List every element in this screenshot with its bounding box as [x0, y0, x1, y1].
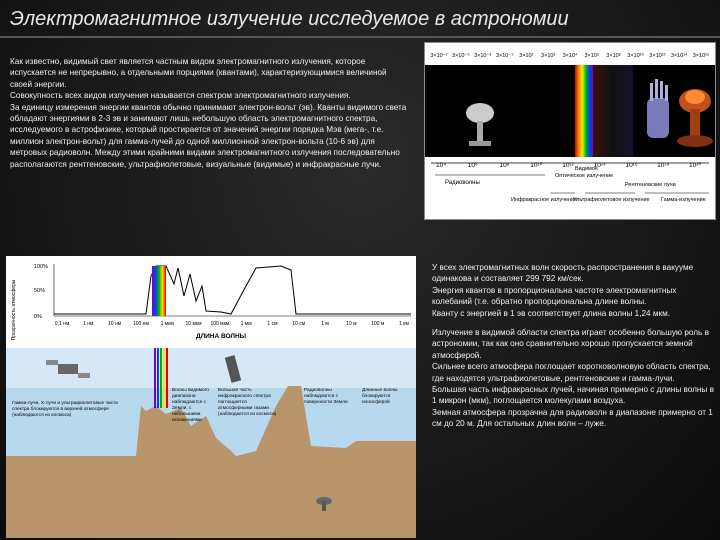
spectrum-image — [424, 42, 716, 220]
ytick-100: 100% — [34, 264, 49, 270]
atmo-ylabel: Прозрачность атмосферы — [11, 279, 17, 341]
paragraph-speed: У всех электромагнитных волн скорость распространения в вакууме одинакова и составляет 299 792 км/сек. — [432, 263, 694, 284]
atmo-xtick: 0,1 нм — [54, 321, 70, 327]
atmo-xtick-group — [55, 321, 410, 327]
spectrum-top-tick: 3×10⁸ — [606, 53, 622, 59]
label-xray: Рентгеновские лучи — [625, 182, 676, 188]
spectrum-bottom-tick: 10¹⁴ — [593, 162, 606, 169]
spectrum-top-tick: 3×10¹⁶ — [692, 53, 710, 59]
label-infrared: Инфракрасное излучение — [511, 197, 578, 203]
atmo-xtick: 100 нм — [132, 321, 149, 327]
atmo-xtick: 1 км — [399, 321, 409, 327]
paragraph-spectrum-def: Совокупность всех видов излучения называется спектром электромагнитного излучения. — [10, 91, 351, 101]
label-visible: Видимое — [575, 166, 598, 172]
top-tick-group — [430, 52, 709, 59]
atmo-xtick: 100 м — [371, 321, 385, 327]
atmo-xtick: 10 см — [292, 321, 306, 327]
paragraph-infrared: Большая часть инфракрасных лучей, начиная примерно с длины волны в 1 микрон (мкм), поглощается молекулами воздуха. — [432, 385, 714, 406]
atmo-xtick: 1 м — [321, 321, 329, 327]
bottom-tick-group — [436, 161, 701, 169]
atmo-xlabel: ДЛИНА ВОЛНЫ — [195, 333, 247, 340]
atmo-xtick: 10 м — [346, 321, 357, 327]
paragraph-shortwave: Сильнее всего атмосфера поглощает коротковолновую область спектра, где находятся ультрафиолетовые, рентгеновские и гамма-лучи. — [432, 362, 711, 383]
spectrum-top-tick: 3×10⁻⁷ — [430, 53, 448, 59]
spectrum-top-tick: 3×10⁻³ — [474, 53, 492, 59]
spectrum-bottom-tick: 10²⁰ — [688, 162, 702, 169]
atmo-xtick: 1 мкм — [160, 321, 174, 327]
label-gamma: Гамма-излучение — [661, 197, 706, 203]
spectrum-top-tick: 3×10¹⁰ — [627, 53, 644, 59]
spectrum-bottom-tick: 10¹⁸ — [657, 162, 670, 169]
note-visible: Волны видимого диапазона наблюдаются с Земли, с небольшими искажениями — [172, 388, 209, 423]
ytick-50: 50% — [34, 288, 46, 294]
spectrum-top-tick: 3×10¹⁴ — [670, 53, 688, 59]
paragraph-energy: За единицу измерения энергии квантов обычно принимают электрон-вольт (эв). Кванты видимого света обладают энергиями в 2-3 эв и занимают лишь небольшую область электромагнитного спектра, исследуемого в астрофизике, который простирается от значений энергии порядка Мэв (мега-, т.е. миллион электрон-вольт) для гамма-лучей до одной миллионной электрон-вольта (10-6 эв) для метровых радиоволн. Между этими крайними видами электромагнитного излучения последовательно располагаются рентгеновские, ультрафиолетовые, визуальные (видимые) и инфракрасные лучи. — [10, 102, 407, 169]
spectrum-top-tick: 3×10⁴ — [562, 53, 578, 59]
spectrum-bottom-tick: 10⁸ — [499, 162, 510, 169]
spectrum-top-tick: 3×10¹ — [519, 53, 534, 59]
label-radio: Радиоволны — [445, 180, 480, 186]
spectrum-top-tick: 3×10⁻⁵ — [452, 53, 470, 59]
atmo-xtick: 10 мкм — [185, 321, 202, 327]
spectrum-bottom-tick: 10⁶ — [467, 162, 478, 169]
atmo-xtick: 100 мкм — [210, 321, 230, 327]
ytick-0: 0% — [34, 314, 42, 320]
title-divider — [0, 36, 720, 38]
spectrum-top-tick: 3×10¹² — [649, 53, 666, 59]
atmo-xtick: 1 см — [267, 321, 278, 327]
atmo-xtick: 10 нм — [108, 321, 122, 327]
left-text-block — [10, 56, 410, 170]
right-text-block — [432, 262, 716, 430]
hand-xray-icon — [647, 79, 669, 138]
label-ultraviolet: Ультрафиолетовое излучение — [573, 197, 650, 203]
spectrum-top-tick: 3×10³ — [541, 53, 556, 59]
spectrum-top-tick: 3×10⁶ — [584, 53, 600, 59]
spectrum-bottom-tick: 10¹⁶ — [625, 162, 638, 169]
atmo-xtick: 1 мм — [240, 321, 252, 327]
atmosphere-figure — [6, 256, 416, 538]
spectrum-bottom-tick: 10¹⁰ — [530, 162, 543, 169]
note-infrared: Большая часть инфракрасного спектра поглощается атмосферными газами (наблюдается из космоса) — [218, 388, 277, 417]
paragraph-ev-wavelength: Кванту с энергией в 1 эв соответствует длина волны 1,24 мкм. — [432, 308, 670, 318]
page-title: Электромагнитное излучение исследуемое в астрономии — [10, 8, 569, 30]
spacer — [432, 319, 716, 327]
note-gamma: Гамма-лучи, X-лучи и ультрафиолетовые части спектра блокируются в верхней атмосфере (наблюдаются из космоса) — [12, 401, 118, 418]
note-longwave: Длинные волны блокируются ионосферой — [362, 388, 398, 405]
paragraph-intro: Как известно, видимый свет является частным видом электромагнитного излучения, которое испускается не непрерывно, а отдельными порциями (квантами), характеризующимися величиной своей энергии. — [10, 57, 387, 89]
paragraph-frequency: Энергия квантов в пропорциональна частоте электромагнитных колебаний (т.е. обратно пропорциональна длине волны. — [432, 285, 677, 307]
spectrum-bottom-tick: 10⁴ — [435, 162, 447, 169]
label-optical: Оптическое излучение — [555, 173, 614, 179]
paragraph-radio: Земная атмосфера прозрачна для радиоволн в диапазоне примерно от 1 см до 20 м. Для остальных длин волн – луже. — [432, 407, 713, 429]
note-radio: Радиоволны наблюдаются с поверхности Земли — [304, 388, 348, 405]
paragraph-visible-role: Излучение в видимой области спектра играет особенно большую роль в астрономии, так как оно сравнительно хорошо пропускается земной атмосферой. — [432, 328, 709, 360]
spectrum-top-tick: 3×10⁻¹ — [495, 53, 514, 59]
spectrum-bottom-tick: 10¹² — [562, 162, 574, 169]
atmo-xtick: 1 нм — [83, 321, 94, 327]
